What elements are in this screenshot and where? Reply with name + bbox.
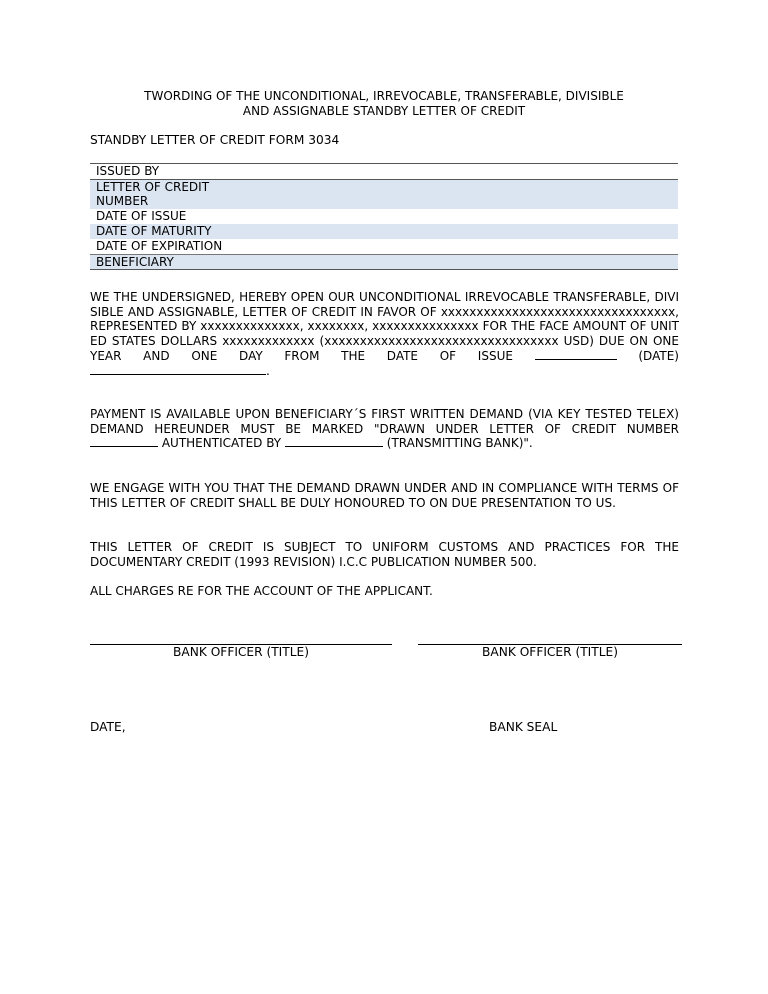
date-field-label: DATE, [90, 720, 126, 734]
details-table [90, 163, 678, 270]
lc-number-blank [90, 436, 158, 447]
row-date-of-expiration: DATE OF EXPIRATION [96, 239, 223, 253]
authenticator-blank [285, 436, 383, 447]
title-line-2: AND ASSIGNABLE STANDBY LETTER OF CREDIT [242, 103, 526, 118]
opening-text: WE THE UNDERSIGNED, HEREBY OPEN OUR UNCONDITIONAL IRREVOCABLE TRANSFERABLE, DIVISIBLE AND ASSIGNABLE, LETTER OF CREDIT IN FAVOR OF xxxxxxxxxxxxxxxxxxxxxxxxxxxxxxxxx, REPRESENTED BY xxxxxxxxxxxxxx, xxxxxxxx, xxxxxxxxxxxxxxx FOR THE FACE AMOUNT OF UNITED STATES DOLLARS xxxxxxxxxxxxx (xxxxxxxxxxxxxxxxxxxxxxxxxxxxxxxxx USD) DUE ON ONE YEAR AND ONE DAY FROM THE DATE OF ISSUE [90, 290, 679, 363]
row-date-of-issue: DATE OF ISSUE [96, 209, 187, 223]
date-label: (DATE) [638, 348, 679, 363]
title-line-1: TWORDING OF THE UNCONDITIONAL, IRREVOCABLE, TRANSFERABLE, DIVISIBLE [144, 89, 624, 103]
signature-label-left: BANK OFFICER (TITLE) [173, 645, 309, 659]
transmitting-bank-text: (TRANSMITTING BANK)". [386, 436, 533, 451]
payment-text: PAYMENT IS AVAILABLE UPON BENEFICIARY´S FIRST WRITTEN DEMAND (VIA KEY TESTED TELEX) DEMAND HEREUNDER MUST BE MARKED "DRAWN UNDER LETTER OF CREDIT NUMBER [90, 407, 679, 436]
row-date-of-maturity: DATE OF MATURITY [90, 224, 678, 239]
payment-paragraph [90, 407, 679, 451]
row-issued-by: ISSUED BY [96, 164, 160, 178]
ucp-paragraph: THIS LETTER OF CREDIT IS SUBJECT TO UNIFORM CUSTOMS AND PRACTICES FOR THE DOCUMENTARY CREDIT (1993 REVISION) I.C.C PUBLICATION NUMBER 500. [90, 540, 679, 569]
bank-seal-label: BANK SEAL [489, 720, 558, 734]
charges-paragraph: ALL CHARGES RE FOR THE ACCOUNT OF THE APPLICANT. [90, 584, 433, 598]
row-beneficiary: BENEFICIARY [90, 254, 678, 269]
row-lc-number-line2: NUMBER [90, 194, 678, 209]
period: . [266, 363, 270, 378]
issue-date-blank [535, 349, 617, 360]
form-name: STANDBY LETTER OF CREDIT FORM 3034 [90, 133, 340, 147]
date-blank [90, 364, 266, 375]
signature-label-right: BANK OFFICER (TITLE) [482, 645, 618, 659]
authenticated-text: AUTHENTICATED BY [161, 436, 282, 451]
opening-paragraph [90, 290, 679, 378]
row-lc-number-line1: LETTER OF CREDIT [90, 179, 678, 194]
document-title [90, 89, 678, 118]
engagement-paragraph: WE ENGAGE WITH YOU THAT THE DEMAND DRAWN UNDER AND IN COMPLIANCE WITH TERMS OF THIS LETTER OF CREDIT SHALL BE DULY HONOURED TO ON DUE PRESENTATION TO US. [90, 481, 679, 510]
